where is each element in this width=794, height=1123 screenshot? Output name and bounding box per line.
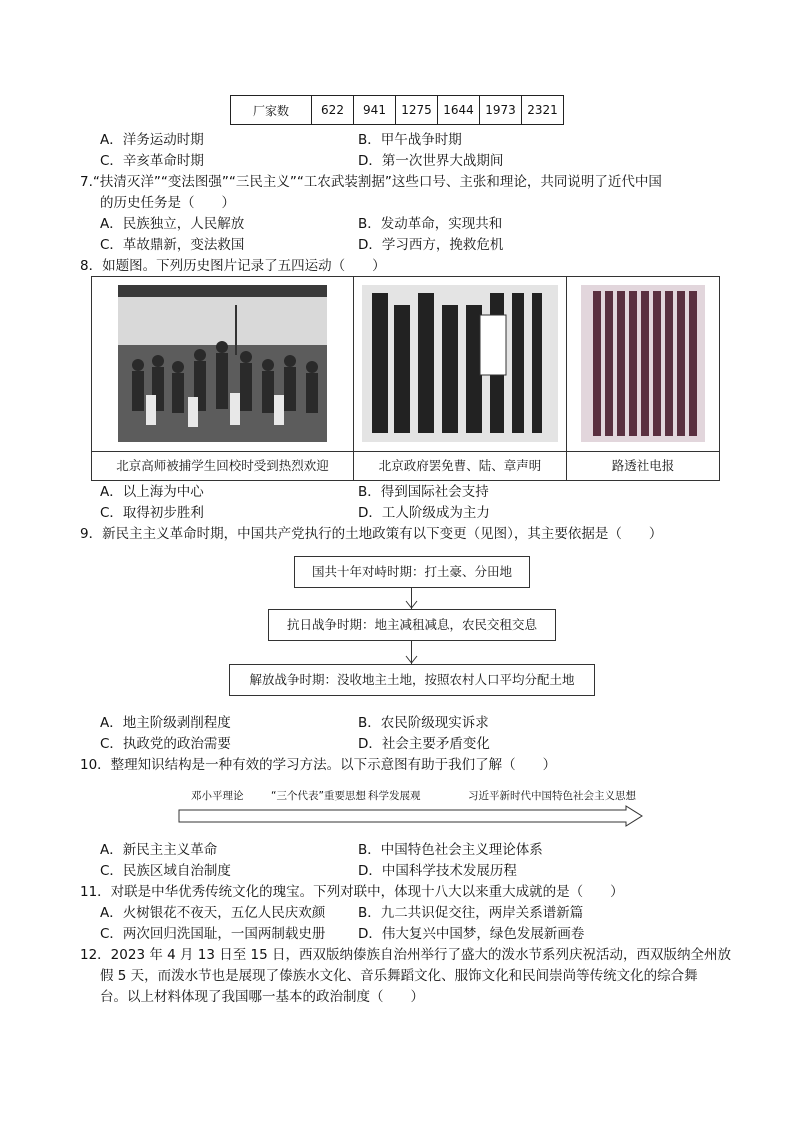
q10-stem: 10．整理知识结构是一种有效的学习方法。以下示意图有助于我们了解（ ）	[80, 757, 557, 773]
photo-cell-telegram	[567, 277, 719, 480]
arrow-head-icon	[405, 655, 418, 664]
q6-option-c: C．辛亥革命时期	[100, 153, 204, 169]
table-header-cell: 厂家数	[231, 96, 312, 125]
arrow-head-icon	[405, 600, 418, 609]
photo-caption: 路透社电报	[567, 451, 719, 480]
q6-option-a: A．洋务运动时期	[100, 132, 204, 148]
telegram-photo-illustration	[581, 285, 705, 442]
q10-option-a: A．新民主主义革命	[100, 842, 218, 858]
q9-option-d: D．社会主要矛盾变化	[358, 736, 490, 752]
table-cell: 622	[312, 96, 354, 125]
q12-stem-cont: 假 5 天，而泼水节也是展现了傣族水文化、音乐舞蹈文化、服饰文化和民间崇尚等传统文化的综合舞	[100, 968, 698, 984]
q8-option-a: A．以上海为中心	[100, 484, 204, 500]
q9-option-b: B．农民阶级现实诉求	[358, 715, 489, 731]
q9-option-c: C．执政党的政治需要	[100, 736, 231, 752]
q9-option-a: A．地主阶级剥削程度	[100, 715, 231, 731]
q11-stem: 11．对联是中华优秀传统文化的瑰宝。下列对联中，体现十八大以来重大成就的是（ ）	[80, 884, 624, 900]
q10-option-c: C．民族区域自治制度	[100, 863, 231, 879]
photo-caption: 北京高师被捕学生回校时受到热烈欢迎	[92, 451, 353, 480]
q10-option-d: D．中国科学技术发展历程	[358, 863, 517, 879]
photo-caption: 北京政府罢免曹、陆、章声明	[354, 451, 566, 480]
timeline-label: 习近平新时代中国特色社会主义思想	[468, 790, 636, 802]
q12-stem: 12．2023 年 4 月 13 日至 15 日，西双版纳傣族自治州举行了盛大的泼水节系列庆祝活动，西双版纳全州放	[80, 947, 732, 963]
q7-option-b: B．发动革命，实现共和	[358, 216, 503, 232]
table-cell: 941	[354, 96, 396, 125]
timeline-arrow	[178, 805, 644, 827]
timeline-label: 邓小平理论	[191, 790, 244, 802]
photo-cell-statement	[354, 277, 567, 480]
q8-photo-table	[91, 276, 720, 481]
q11-option-c: C．两次回归洗国耻，一国两制载史册	[100, 926, 326, 942]
q7-option-c: C．革故鼎新，变法救国	[100, 237, 245, 253]
q11-option-d: D．伟大复兴中国梦，绿色发展新画卷	[358, 926, 585, 942]
q7-stem: 7.“扶清灭洋”“变法图强”“三民主义”“工农武装割据”这些口号、主张和理论，共同说明了近代中国	[80, 174, 662, 190]
timeline-label: 科学发展观	[368, 790, 421, 802]
photo-cell-students	[92, 277, 354, 480]
q8-stem: 8．如题图。下列历史图片记录了五四运动（ ）	[80, 258, 386, 274]
q11-option-b: B．九二共识促交往，两岸关系谱新篇	[358, 905, 584, 921]
table-cell: 1644	[438, 96, 480, 125]
q7-option-d: D．学习西方，挽救危机	[358, 237, 504, 253]
flow-step: 抗日战争时期：地主减租减息，农民交租交息	[268, 609, 556, 641]
q6-option-d: D．第一次世界大战期间	[358, 153, 504, 169]
students-photo-illustration	[118, 285, 327, 442]
q7-stem-cont: 的历史任务是（ ）	[100, 195, 235, 211]
flow-step: 国共十年对峙时期：打土豪、分田地	[294, 556, 530, 588]
q10-option-b: B．中国特色社会主义理论体系	[358, 842, 543, 858]
timeline-label: “三个代表”重要思想	[271, 790, 366, 802]
q9-stem: 9．新民主主义革命时期，中国共产党执行的土地政策有以下变更（见图），其主要依据是（ ）	[80, 526, 663, 542]
students-photo	[118, 285, 327, 442]
factory-count-table	[230, 95, 564, 125]
statement-photo	[362, 285, 558, 442]
q8-option-b: B．得到国际社会支持	[358, 484, 489, 500]
telegram-photo	[581, 285, 705, 442]
statement-photo-illustration	[362, 285, 558, 442]
flow-step: 解放战争时期：没收地主土地，按照农村人口平均分配土地	[229, 664, 595, 696]
q11-option-a: A．火树银花不夜天，五亿人民庆欢颜	[100, 905, 326, 921]
q6-option-b: B．甲午战争时期	[358, 132, 462, 148]
q12-stem-cont: 台。以上材料体现了我国哪一基本的政治制度（ ）	[100, 989, 424, 1005]
table-cell: 2321	[522, 96, 564, 125]
table-cell: 1973	[480, 96, 522, 125]
table-cell: 1275	[396, 96, 438, 125]
q7-option-a: A．民族独立，人民解放	[100, 216, 245, 232]
q8-option-d: D．工人阶级成为主力	[358, 505, 490, 521]
q8-option-c: C．取得初步胜利	[100, 505, 204, 521]
